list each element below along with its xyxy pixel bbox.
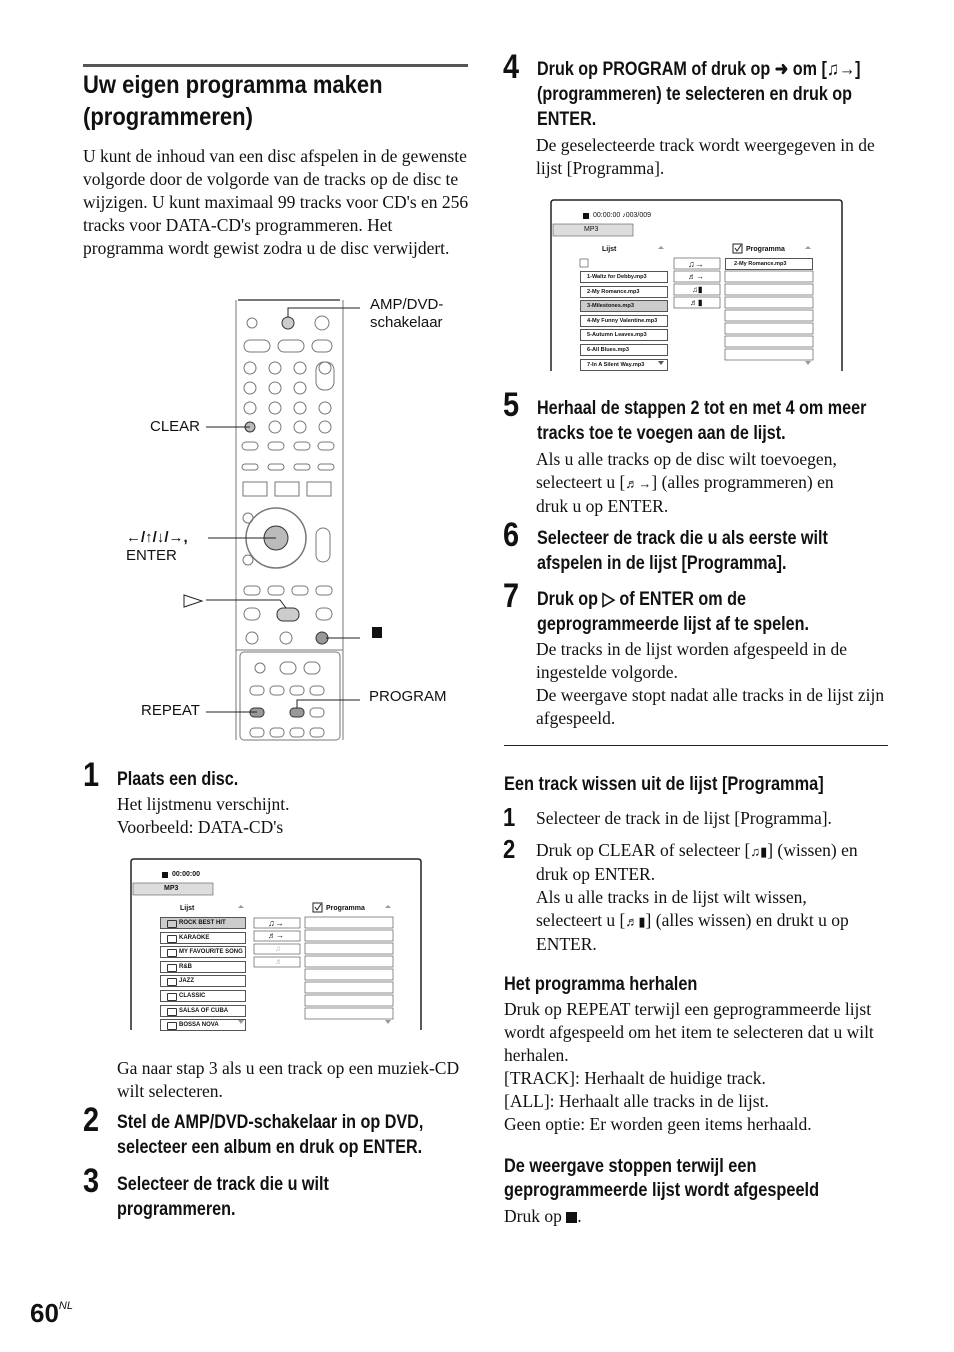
folder-item[interactable] [160,946,246,958]
delete-step-2-number: 2 [503,834,516,864]
step-4-body: De geselecteerde track wordt weergegeven in de lijst [Programma]. [536,135,875,178]
track-item[interactable]: 7-In A Silent Way.mp3 [580,359,668,371]
stop-heading: De weergave stoppen terwijl een geprogrammeerde lijst wordt afgespeeld [504,1156,820,1201]
enter-label: ENTER [126,547,177,564]
clear-icon: ♫ [275,944,281,953]
right-arrow-icon: ➜ [774,59,789,80]
folder-icon [167,949,177,957]
title-rule [83,64,468,67]
program-all-icon: ♬→ [625,476,652,491]
clear-all-icon: ♬▮ [625,914,646,929]
delete-step-1-number: 1 [503,802,516,832]
screen1-program-label: Programma [326,905,365,912]
step-7-body: De tracks in de lijst worden afgespeeld in de ingestelde volgorde. De weergave stopt nadat alle tracks in de lijst zijn afgespeeld. [536,639,885,728]
folder-name: SALSA OF CUBA [179,1007,229,1014]
stop-body: Druk op . [504,1206,582,1226]
program-icon: ♫→ [688,259,704,269]
screen1-time: 00:00:00 [172,871,201,878]
step-2-heading: Stel de AMP/DVD-schakelaar in op DVD, selecteer een album en druk op ENTER. [117,1112,424,1158]
music-note-icon: ♪ [622,212,626,219]
step-6-number: 6 [503,516,520,554]
delete-step-1: Selecteer de track in de lijst [Programma]. [536,808,832,828]
clear-label: CLEAR [150,418,201,435]
list-menu-screen-program [550,199,843,371]
program-all-icon: ♬→ [268,931,284,940]
repeat-body: Druk op REPEAT terwijl een geprogrammeerde lijst wordt afgespeeld om het item te selecteren dat u wilt herhalen. [TRACK]: Herhaalt de huidige track. [ALL]: Herhaalt alle tracks in de lijst. Geen optie: Er worden geen items herhaald. [504,999,874,1134]
step-5-heading: Herhaal de stappen 2 tot en met 4 om meer tracks toe te voegen aan de lijst. [537,398,867,444]
folder-icon [167,1022,177,1030]
folder-name: KARAOKE [179,934,210,941]
screen1-folder-list [160,917,246,1034]
section-divider [504,745,888,746]
track-item[interactable]: 2-My Romance.mp3 [580,286,668,298]
page-number: $60^{NL}$ [30,1298,73,1328]
folder-item[interactable] [160,917,246,929]
folder-name: JAZZ [179,978,194,985]
program-icon: ♫→ [826,59,856,80]
folder-name: CLASSIC [179,992,206,999]
step-6-heading: Selecteer de track die u als eerste wilt afspelen in de lijst [Programma]. [537,528,828,574]
folder-icon [167,935,177,943]
folder-name: R&B [179,963,192,970]
track-item[interactable]: 6-All Blues.mp3 [580,344,668,356]
step-1-number: 1 [83,756,100,794]
folder-item[interactable] [160,932,246,944]
clear-all-icon: ♬▮ [690,298,703,307]
screen1-mode: MP3 [164,885,179,892]
delete-track-heading: Een track wissen uit de lijst [Programma] [504,774,824,795]
clear-icon: ♫▮ [750,844,768,859]
screen2-program-label: Programma [746,246,785,253]
repeat-label: REPEAT [141,702,200,719]
screen1-list-label: Lijst [180,905,195,912]
folder-name: BOSSA NOVA [179,1022,219,1029]
delete-step-2: Druk op CLEAR of selecteer [♫▮] (wissen) en druk op ENTER. Als u alle tracks in de lijst wilt wissen, selecteert u [♬▮] (alles wissen) en drukt u op ENTER. [536,840,858,954]
track-item[interactable]: 1-Waltz for Debby.mp3 [580,271,668,283]
step-5-body: Als u alle tracks op de disc wilt toevoegen, selecteert u [♬→] (alles programmeren) en druk u op ENTER. [536,449,837,516]
step-2-number: 2 [83,1101,100,1139]
track-item[interactable]: 5-Autumn Leaves.mp3 [580,329,668,341]
track-item[interactable]: 4-My Funny Valentine.mp3 [580,315,668,327]
program-all-icon: ♬→ [688,272,704,281]
step-1-note: Ga naar stap 3 als u een track op een muziek-CD wilt selecteren. [117,1058,460,1101]
folder-item[interactable] [160,975,246,987]
folder-icon [167,964,177,972]
screen2-program-list [725,258,813,270]
list-menu-screen-datacd [130,858,422,1030]
arrow-keys-label: ←/↑/↓/→, [126,529,188,546]
track-item[interactable]: 3-Milestones.mp3 [580,300,668,312]
folder-icon [167,920,177,928]
step-4-heading: Druk op PROGRAM of druk op ➜ om [♫→] (programmeren) te selecteren en druk op ENTER. [537,59,861,130]
screen2-track-list [580,271,668,373]
step-4-number: 4 [503,48,520,86]
step-1-heading: Plaats een disc. [117,769,239,790]
stop-icon [566,1212,577,1223]
folder-item[interactable] [160,961,246,973]
step-7-number: 7 [503,577,520,615]
folder-name: ROCK BEST HIT [179,920,226,926]
screen2-list-label: Lijst [602,246,617,253]
folder-item[interactable] [160,990,246,1002]
clear-icon: ♫▮ [692,285,703,294]
folder-icon [167,993,177,1001]
folder-icon [167,978,177,986]
page-title: Uw eigen programma maken (programmeren) [83,71,383,131]
folder-name: MY FAVOURITE SONG [179,949,243,956]
step-5-number: 5 [503,386,520,424]
screen2-mode: MP3 [584,226,599,233]
folder-icon [167,1008,177,1016]
step-3-number: 3 [83,1162,100,1200]
programmed-track-item[interactable]: 2-My Romance.mp3 [725,258,813,270]
clear-all-icon: ♬ [275,957,283,966]
folder-item[interactable] [160,1005,246,1017]
program-icon: ♫→ [268,918,284,928]
screen2-status: 00:00:00 ♪003/009 [593,212,652,219]
step-3-heading: Selecteer de track die u wilt programmeren. [117,1174,329,1220]
folder-item[interactable] [160,1019,246,1031]
play-icon: ▷ [602,589,615,610]
intro-paragraph: U kunt de inhoud van een disc afspelen in de gewenste volgorde door de volgorde van de tracks op de disc te wijzigen. U kunt maximaal 99 tracks voor CD's en 256 tracks voor DATA-CD's programmeren. Het programma wordt gewist zodra u de disc verwijdert. [83,146,469,258]
repeat-heading: Het programma herhalen [504,974,698,995]
amp-dvd-label: AMP/DVD- schakelaar [370,296,444,331]
step-1-body: Het lijstmenu verschijnt. Voorbeeld: DATA-CD's [117,794,290,837]
step-7-heading: Druk op ▷ of ENTER om de geprogrammeerde lijst af te spelen. [537,589,809,635]
program-label: PROGRAM [369,688,447,705]
remote-control-illustration [120,290,470,745]
